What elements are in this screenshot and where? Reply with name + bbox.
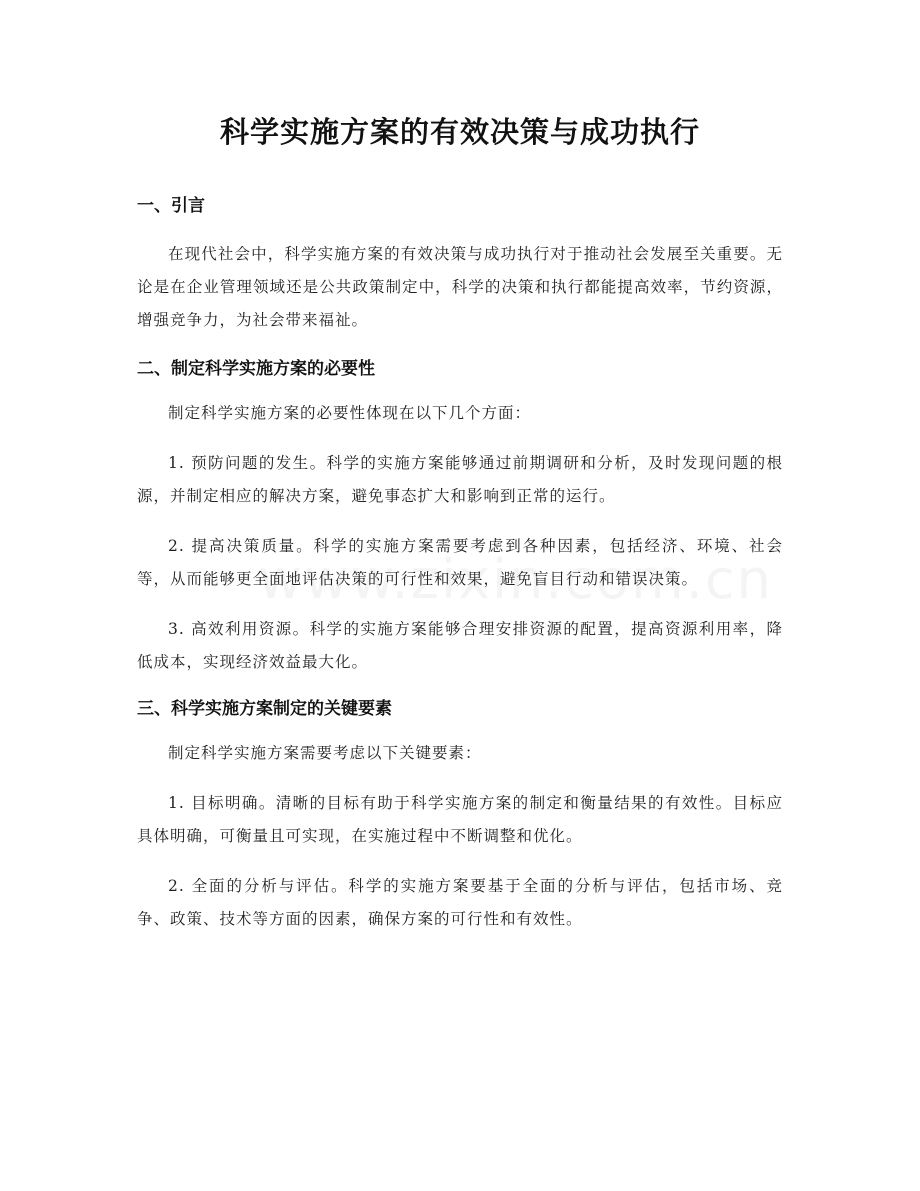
section-heading-necessity: 二、制定科学实施方案的必要性 [137, 359, 375, 379]
paragraph: 1. 预防问题的发生。科学的实施方案能够通过前期调研和分析，及时发现问题的根源，并制定相应的解决方案，避免事态扩大和影响到正常的运行。 [137, 454, 783, 505]
paragraph: 制定科学实施方案的必要性体现在以下几个方面： [168, 404, 532, 422]
section-heading-key-elements: 三、科学实施方案制定的关键要素 [137, 699, 392, 719]
section-heading-introduction: 一、引言 [137, 196, 205, 216]
paragraph: 在现代社会中，科学实施方案的有效决策与成功执行对于推动社会发展至关重要。无论是在企业管理领域还是公共政策制定中，科学的决策和执行都能提高效率，节约资源，增强竞争力，为社会带来福祉。 [137, 245, 783, 329]
paragraph: 3. 高效利用资源。科学的实施方案能够合理安排资源的配置，提高资源利用率，降低成本，实现经济效益最大化。 [137, 620, 783, 671]
paragraph: 制定科学实施方案需要考虑以下关键要素： [168, 744, 482, 762]
paragraph: 2. 提高决策质量。科学的实施方案需要考虑到各种因素，包括经济、环境、社会等，从而能够更全面地评估决策的可行性和效果，避免盲目行动和错误决策。 [137, 537, 783, 588]
paragraph: 2. 全面的分析与评估。科学的实施方案要基于全面的分析与评估，包括市场、竞争、政策、技术等方面的因素，确保方案的可行性和有效性。 [137, 877, 783, 928]
paragraph: 1. 目标明确。清晰的目标有助于科学实施方案的制定和衡量结果的有效性。目标应具体明确，可衡量且可实现，在实施过程中不断调整和优化。 [137, 794, 783, 845]
document-title: 科学实施方案的有效决策与成功执行 [219, 115, 700, 149]
